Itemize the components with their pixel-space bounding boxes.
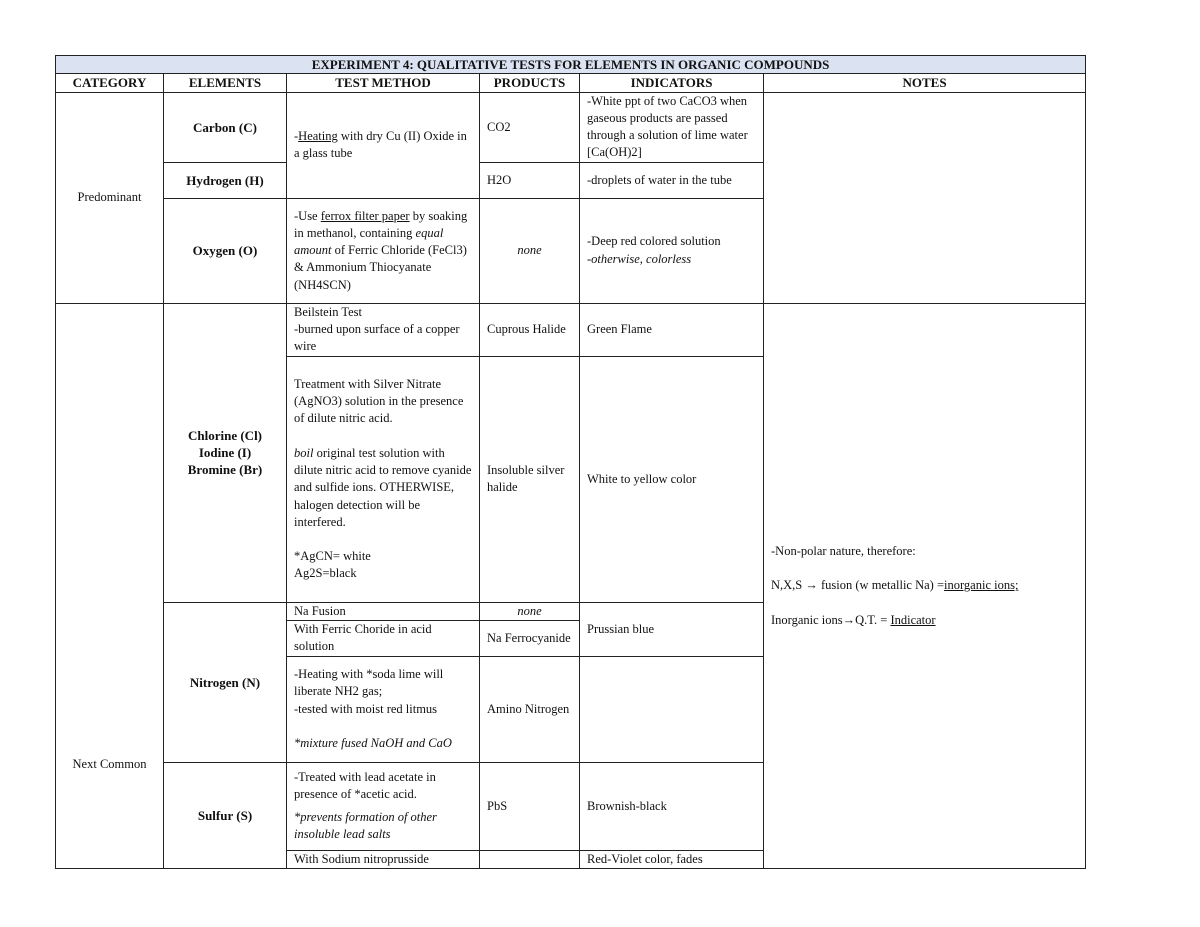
method-beilstein-title: Beilstein Test [294, 304, 362, 319]
method-silver-boil: boil [294, 445, 314, 460]
method-ferric-chloride: With Ferric Choride in acid solution [287, 621, 480, 657]
element-carbon: Carbon (C) [164, 92, 287, 162]
experiment-table [55, 55, 1086, 869]
product-na-fusion [480, 602, 580, 620]
element-hydrogen: Hydrogen (H) [164, 162, 287, 198]
method-heating-underlined: Heating [298, 128, 338, 143]
product-h2o: H2O [480, 162, 580, 198]
element-bromine: Bromine (Br) [187, 462, 263, 478]
method-silver-p1: Treatment with Silver Nitrate (AgNO3) solution in the presence of dilute nitric acid. [294, 376, 464, 426]
category-predominant: Predominant [56, 92, 164, 303]
header-indicators: INDICATORS [580, 74, 764, 92]
method-soda-line2: -tested with moist red litmus [294, 701, 438, 716]
notes-line-3 [771, 612, 1078, 629]
product-beilstein: Cuprous Halide [480, 303, 580, 356]
method-heating-rest: with dry Cu (II) Oxide in a glass tube [294, 128, 467, 161]
method-na-fusion: Na Fusion [287, 602, 480, 620]
method-ferrox-part1: -Use [294, 208, 321, 223]
method-silver-ag2s: Ag2S=black [294, 566, 357, 581]
method-silver-p2 [294, 445, 472, 531]
method-ferrox [287, 198, 480, 303]
notes-line-1: -Non-polar nature, therefore: [771, 543, 916, 558]
method-silver-agcn: *AgCN= white [294, 549, 371, 564]
method-silver-nitrate [287, 356, 480, 602]
category-next-common [56, 303, 164, 868]
element-halogens [164, 303, 287, 602]
product-nitroprusside [480, 850, 580, 868]
product-oxygen [480, 198, 580, 303]
header-test-method: TEST METHOD [287, 74, 480, 92]
method-ferrox-part3: of Ferric Chloride (FeCl3) & Ammonium Thiocyanate (NH4SCN) [294, 243, 467, 292]
method-soda-line1: -Heating with *soda lime will liberate NH2 gas; [294, 667, 444, 699]
experiment-table-sheet [55, 55, 1085, 869]
header-notes: NOTES [764, 74, 1086, 92]
indicator-beilstein: Green Flame [580, 303, 764, 356]
method-silver-p2-text: original test solution with dilute nitric acid to remove cyanide and sulfide ions. OTHERWISE, halogen detection will be interfered. [294, 445, 472, 529]
indicator-oxygen-line2: -otherwise, colorless [587, 251, 692, 266]
indicator-brownish-black: Brownish-black [580, 762, 764, 850]
header-category: CATEGORY [56, 74, 164, 92]
notes-next-common [764, 303, 1086, 868]
method-ferrox-underlined: ferrox filter paper [320, 208, 410, 223]
arrow-icon: → [842, 612, 856, 627]
notes-line-3-a: Inorganic ions [771, 612, 843, 627]
method-beilstein-desc: -burned upon surface of a copper wire [294, 322, 460, 354]
product-na-fusion-text: none [517, 603, 542, 618]
product-silver-halide: Insoluble silver halide [480, 356, 580, 602]
notes-line-2 [771, 577, 1078, 594]
notes-line-2-a: N,X,S [771, 578, 806, 593]
indicator-silver: White to yellow color [580, 356, 764, 602]
notes-line-2-b: fusion (w metallic Na) = [817, 578, 945, 593]
product-co2: CO2 [480, 92, 580, 162]
element-iodine: Iodine (I) [198, 445, 252, 461]
header-products: PRODUCTS [480, 74, 580, 92]
notes-line-3-b: Q.T. = [855, 612, 891, 627]
product-pbs: PbS [480, 762, 580, 850]
header-elements: ELEMENTS [164, 74, 287, 92]
arrow-icon: → [805, 578, 818, 593]
element-oxygen: Oxygen (O) [164, 198, 287, 303]
product-na-ferrocyanide: Na Ferrocyanide [480, 621, 580, 657]
notes-line-2-underlined: inorganic ions; [944, 578, 1019, 593]
method-sodium-nitroprusside: With Sodium nitroprusside [287, 850, 480, 868]
table-title: EXPERIMENT 4: QUALITATIVE TESTS FOR ELEMENTS IN ORGANIC COMPOUNDS [56, 56, 1086, 74]
indicator-carbon: -White ppt of two CaCO3 when gaseous products are passed through a solution of lime water [Ca(OH)2] [580, 92, 764, 162]
indicator-red-violet: Red-Violet color, fades [580, 850, 764, 868]
method-lead-note: *prevents formation of other insoluble lead salts [294, 810, 437, 842]
indicator-prussian-blue: Prussian blue [580, 602, 764, 656]
element-chlorine: Chlorine (Cl) [187, 427, 263, 443]
indicator-oxygen-line1: -Deep red colored solution [587, 234, 721, 249]
method-heating-cuo: -Heating with dry Cu (II) Oxide in a glass tube [287, 92, 480, 198]
element-nitrogen: Nitrogen (N) [164, 602, 287, 762]
method-lead-acetate [287, 762, 480, 850]
method-soda-lime [287, 656, 480, 762]
method-ferrox-part2: by soaking in methanol, containing [294, 208, 468, 240]
indicator-oxygen [580, 198, 764, 303]
indicator-hydrogen: -droplets of water in the tube [580, 162, 764, 198]
method-soda-note: *mixture fused NaOH and CaO [294, 735, 452, 750]
category-next-common-label: Next Common [72, 756, 147, 771]
notes-predominant [764, 92, 1086, 303]
notes-line-3-underlined: Indicator [890, 612, 936, 627]
element-sulfur: Sulfur (S) [164, 762, 287, 868]
product-oxygen-text: none [517, 243, 542, 258]
product-amino-nitrogen: Amino Nitrogen [480, 656, 580, 762]
indicator-soda-lime [580, 656, 764, 762]
method-lead-line1: -Treated with lead acetate in presence of *acetic acid. [294, 769, 436, 801]
method-ferrox-italic: equal amount [294, 225, 444, 258]
method-beilstein [287, 303, 480, 356]
